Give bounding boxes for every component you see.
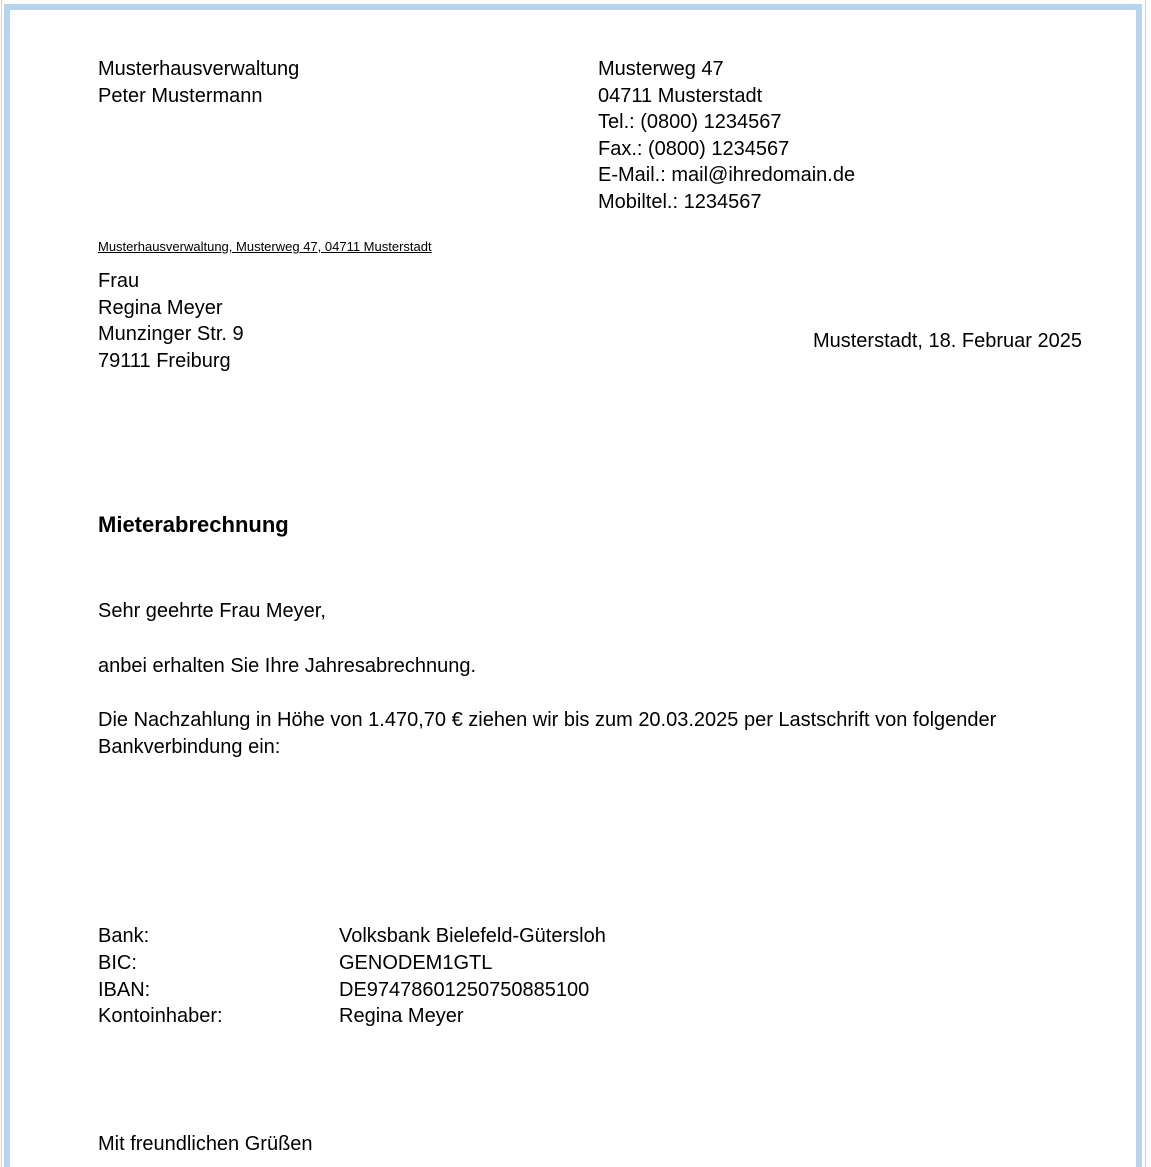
sender-company: Musterhausverwaltung (98, 58, 300, 80)
recipient-address (98, 268, 578, 374)
body-paragraph-1: anbei erhalten Sie Ihre Jahresabrechnung. (98, 654, 477, 677)
recipient-city: 79111 Freiburg (98, 349, 231, 372)
letter-sheet (10, 10, 1136, 1167)
page-border-right (1136, 4, 1142, 1167)
body-greeting: Sehr geehrte Frau Meyer, (98, 600, 326, 622)
bank-label-account-holder: Kontoinhaber: (98, 1005, 223, 1028)
closing-line: Mit freundlichen Grüßen (98, 1133, 313, 1155)
bank-details-row (98, 977, 606, 1004)
page-edge-hairline-right (1145, 0, 1146, 1167)
bank-value-bank: Volksbank Bielefeld-Gütersloh (339, 925, 606, 947)
contact-city: 04711 Musterstadt (598, 84, 763, 107)
contact-street: Musterweg 47 (598, 58, 724, 80)
bank-label-iban: IBAN: (98, 978, 151, 1001)
bank-label-bank: Bank: (98, 925, 150, 947)
recipient-salutation: Frau (98, 270, 140, 292)
sender-person: Peter Mustermann (98, 84, 263, 107)
bank-value-iban: DE97478601250750885100 (339, 978, 590, 1001)
bank-details-table (98, 923, 606, 1030)
letterhead (98, 56, 1098, 216)
return-address-line: Musterhausverwaltung, Musterweg 47, 04711 Musterstadt (98, 239, 432, 254)
body-text (98, 598, 1028, 760)
subject-heading: Mieterabrechnung (98, 512, 289, 537)
body-paragraph-2: Die Nachzahlung in Höhe von 1.470,70 € ziehen wir bis zum 20.03.2025 per Lastschrift von folgender Bankverbindung ein: (98, 709, 997, 758)
bank-details-row (98, 923, 606, 950)
recipient-street: Munzinger Str. 9 (98, 323, 244, 346)
bank-value-account-holder: Regina Meyer (339, 1005, 464, 1028)
bank-value-bic: GENODEM1GTL (339, 951, 493, 974)
recipient-name: Regina Meyer (98, 296, 223, 319)
bank-label-bic: BIC: (98, 951, 137, 974)
contact-fax: Fax.: (0800) 1234567 (598, 137, 790, 160)
bank-details-row (98, 950, 606, 977)
date-line: Musterstadt, 18. Februar 2025 (812, 330, 1082, 352)
bank-details-row (98, 1003, 606, 1030)
contact-mobile: Mobiltel.: 1234567 (598, 190, 762, 213)
page-edge-hairline-left (1, 0, 2, 1167)
contact-email: E-Mail.: mail@ihredomain.de (598, 164, 856, 187)
contact-phone: Tel.: (0800) 1234567 (598, 111, 782, 134)
sender-block (98, 56, 598, 109)
contact-block (598, 56, 1018, 216)
